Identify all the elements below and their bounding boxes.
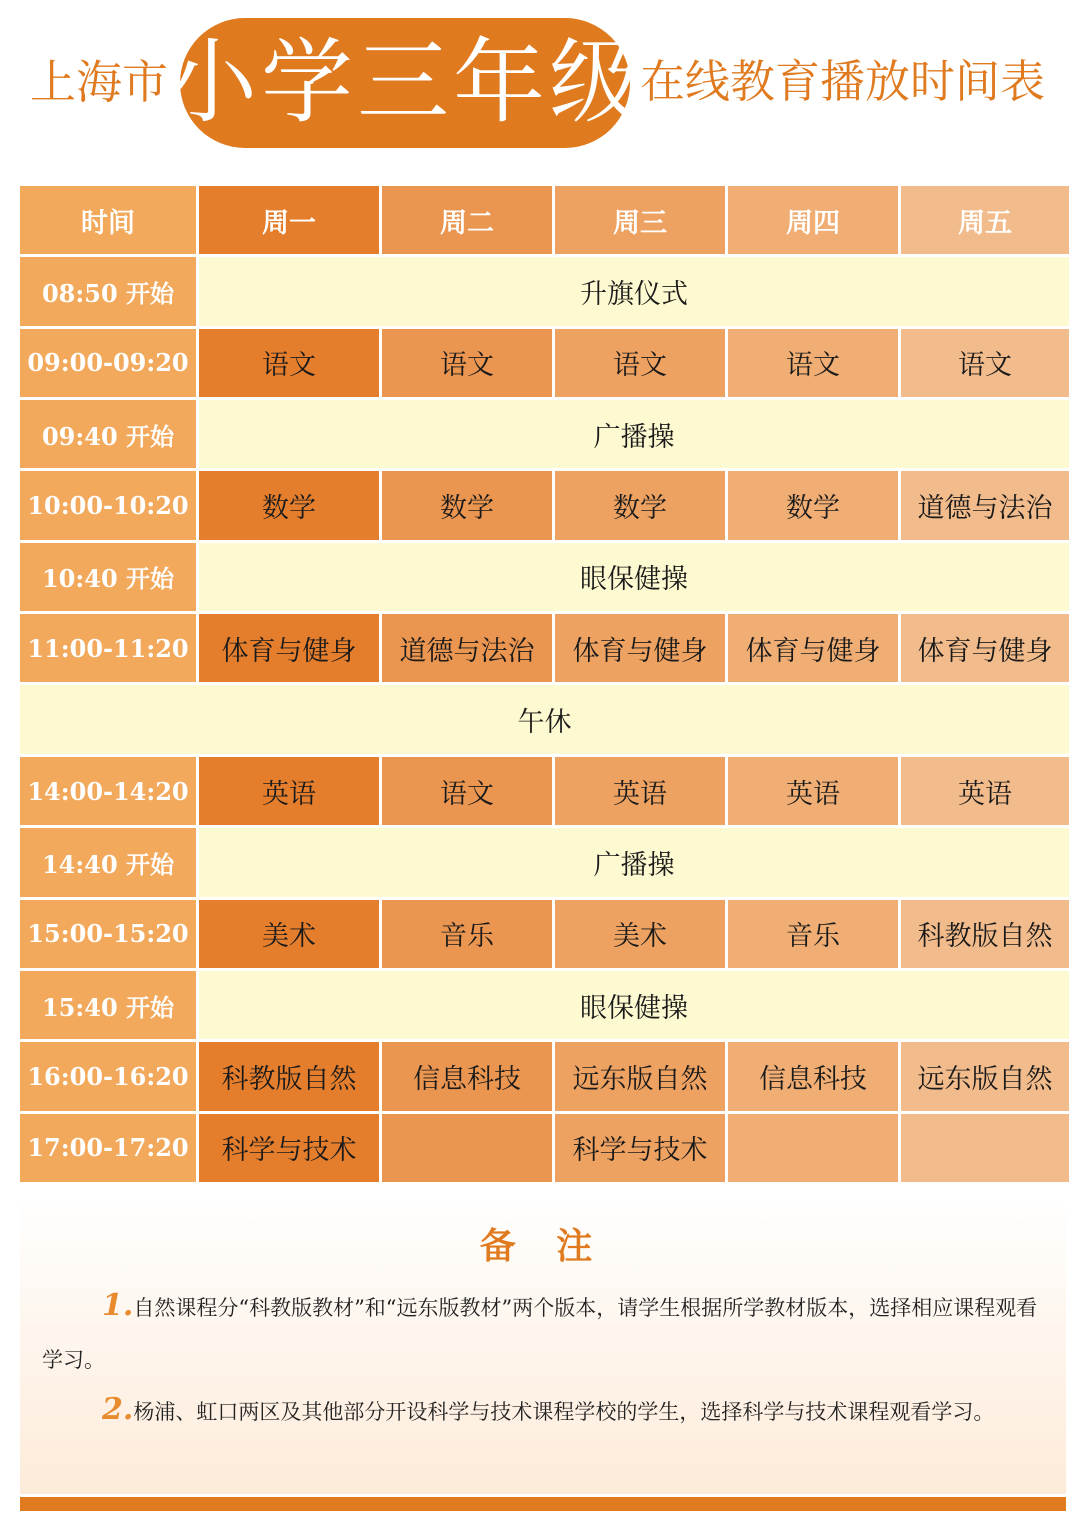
header-subtitle: 在线教育播放时间表 (640, 55, 1046, 108)
note-text: 自然课程分“科教版教材”和“远东版教材”两个版本，请学生根据所学教材版本，选择相应课程观看学习。 (42, 1296, 1038, 1372)
note-item-2 (42, 1384, 1052, 1438)
course-cell: 音乐 (728, 900, 898, 968)
course-cell: 音乐 (382, 900, 552, 968)
schedule-table (20, 186, 1066, 1182)
course-cell: 英语 (728, 757, 898, 825)
course-cell: 美术 (199, 900, 379, 968)
course-cell (901, 1114, 1069, 1182)
course-cell: 英语 (555, 757, 725, 825)
header-grade-pill (165, 18, 646, 148)
course-cell: 体育与健身 (555, 614, 725, 682)
notes-section (20, 1196, 1066, 1494)
time-cell: 08:50 开始 (20, 257, 196, 325)
course-cell (382, 1114, 552, 1182)
header-day: 周四 (728, 186, 898, 254)
header-day: 周三 (555, 186, 725, 254)
time-cell: 09:40 开始 (20, 400, 196, 468)
course-cell: 语文 (382, 329, 552, 397)
time-cell: 14:00-14:20 (20, 757, 196, 825)
course-cell: 道德与法治 (901, 471, 1069, 539)
course-cell: 道德与法治 (382, 614, 552, 682)
course-cell: 远东版自然 (901, 1042, 1069, 1110)
bottom-bar (20, 1497, 1066, 1511)
course-cell: 英语 (199, 757, 379, 825)
time-cell: 14:40 开始 (20, 828, 196, 896)
course-cell: 远东版自然 (555, 1042, 725, 1110)
course-cell: 美术 (555, 900, 725, 968)
course-cell: 语文 (555, 329, 725, 397)
time-cell: 11:00-11:20 (20, 614, 196, 682)
course-cell: 数学 (555, 471, 725, 539)
header (0, 0, 1080, 170)
course-cell: 信息科技 (382, 1042, 552, 1110)
course-cell: 英语 (901, 757, 1069, 825)
notes-title: 备 注 (479, 1225, 607, 1267)
course-cell: 体育与健身 (199, 614, 379, 682)
activity-cell: 广播操 (199, 828, 1069, 896)
course-cell: 信息科技 (728, 1042, 898, 1110)
activity-cell: 广播操 (199, 400, 1069, 468)
course-cell: 数学 (728, 471, 898, 539)
time-cell: 17:00-17:20 (20, 1114, 196, 1182)
activity-cell: 眼保健操 (199, 971, 1069, 1039)
course-cell: 数学 (382, 471, 552, 539)
course-cell: 语文 (382, 757, 552, 825)
note-item-1 (42, 1280, 1052, 1386)
course-cell: 体育与健身 (728, 614, 898, 682)
header-time: 时间 (20, 186, 196, 254)
time-cell: 15:00-15:20 (20, 900, 196, 968)
header-day: 周二 (382, 186, 552, 254)
activity-cell: 升旗仪式 (199, 257, 1069, 325)
course-cell: 体育与健身 (901, 614, 1069, 682)
course-cell: 科教版自然 (901, 900, 1069, 968)
course-cell: 科教版自然 (199, 1042, 379, 1110)
activity-cell: 眼保健操 (199, 543, 1069, 611)
course-cell: 语文 (728, 329, 898, 397)
note-number: 1. (102, 1288, 134, 1323)
course-cell (728, 1114, 898, 1182)
time-cell: 16:00-16:20 (20, 1042, 196, 1110)
course-cell: 语文 (199, 329, 379, 397)
course-cell: 数学 (199, 471, 379, 539)
course-cell: 语文 (901, 329, 1069, 397)
header-grade: 小学三年级 (165, 29, 646, 136)
time-cell: 10:40 开始 (20, 543, 196, 611)
course-cell: 科学与技术 (555, 1114, 725, 1182)
time-cell: 15:40 开始 (20, 971, 196, 1039)
header-city: 上海市 (30, 55, 168, 109)
note-number: 2. (102, 1392, 134, 1427)
time-cell: 09:00-09:20 (20, 329, 196, 397)
note-text: 杨浦、虹口两区及其他部分开设科学与技术课程学校的学生，选择科学与技术课程观看学习。 (133, 1400, 995, 1424)
time-cell: 10:00-10:20 (20, 471, 196, 539)
course-cell: 科学与技术 (199, 1114, 379, 1182)
break-row: 午休 (20, 685, 1069, 753)
header-day: 周五 (901, 186, 1069, 254)
header-day: 周一 (199, 186, 379, 254)
